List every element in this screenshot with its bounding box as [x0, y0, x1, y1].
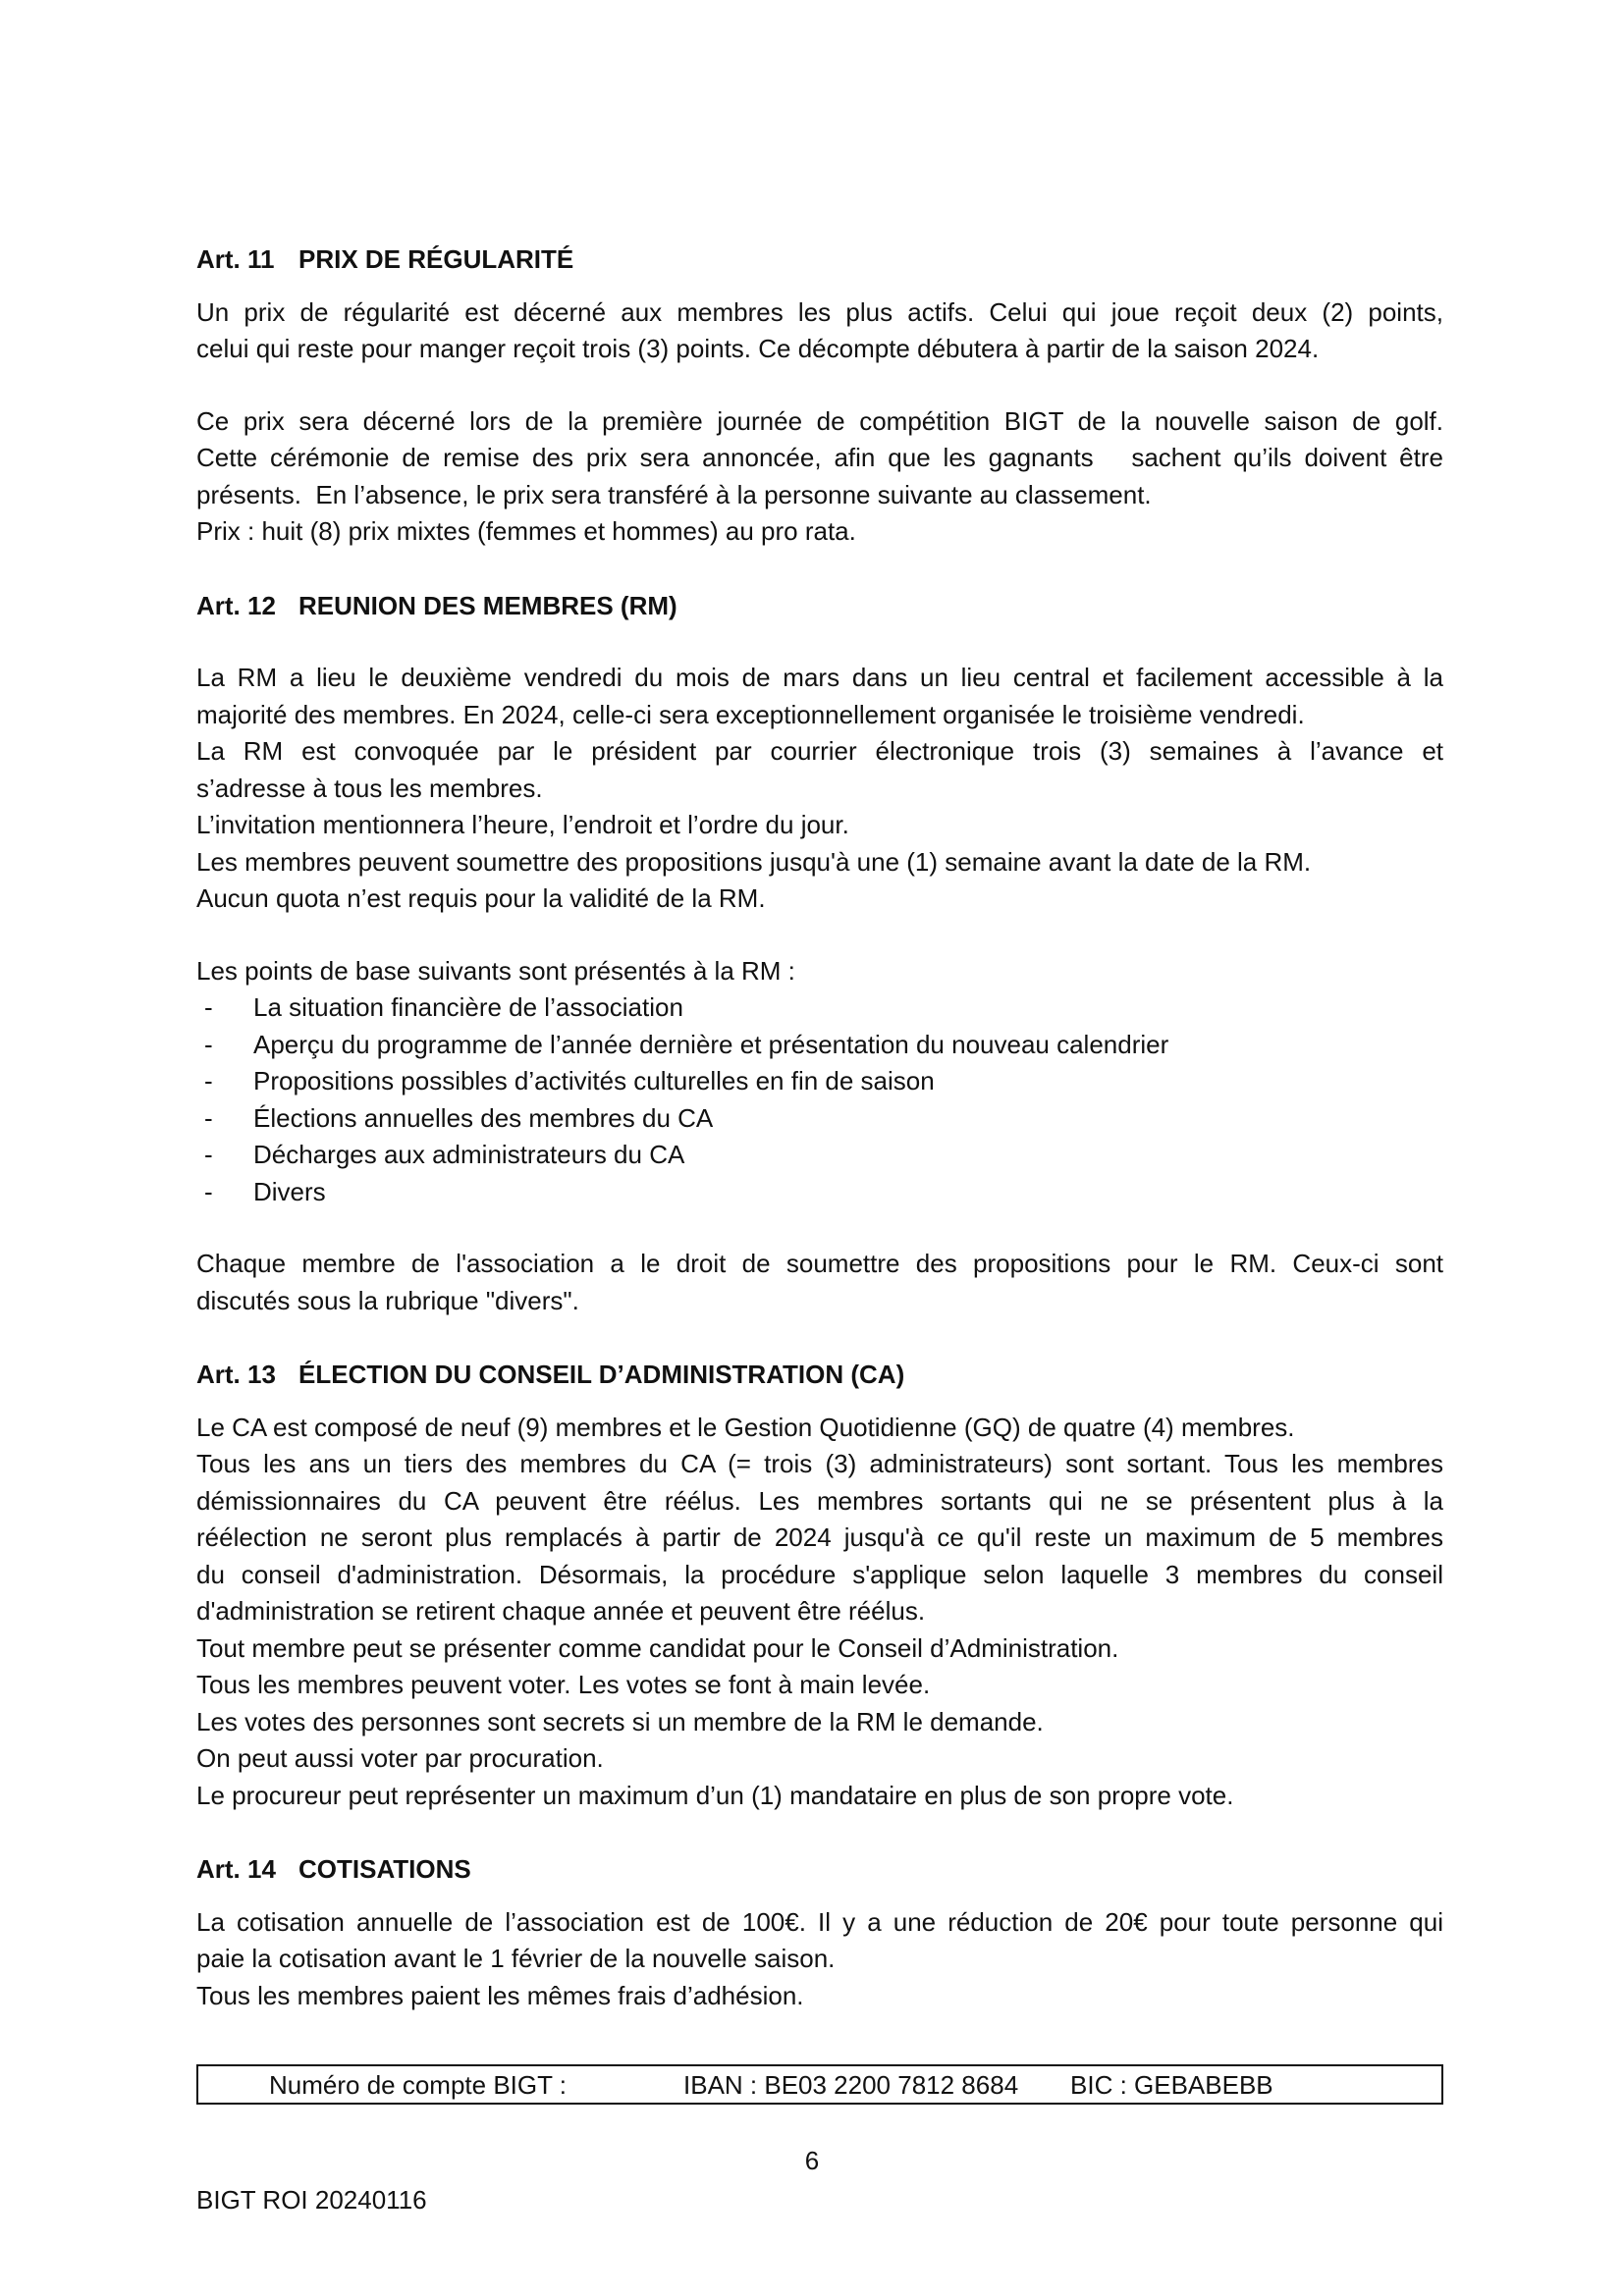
article-title: REUNION DES MEMBRES (RM)	[298, 590, 677, 620]
paragraph-line: Prix : huit (8) prix mixtes (femmes et hommes) au pro rata.	[196, 516, 856, 546]
page-number: 6	[804, 2146, 820, 2175]
bullet-dash: -	[204, 1102, 213, 1133]
paragraph-line: Cette cérémonie de remise des prix sera annoncée, afin que les gagnants sachent qu’ils doivent être	[196, 443, 1443, 472]
paragraph-line: paie la cotisation avant le 1 février de la nouvelle saison.	[196, 1944, 836, 1973]
paragraph-line: L’invitation mentionnera l’heure, l’endroit et l’ordre du jour.	[196, 810, 849, 839]
iban-value: IBAN : BE03 2200 7812 8684	[683, 2070, 1019, 2100]
list-item: - Élections annuelles des membres du CA	[196, 1100, 1443, 1138]
paragraph-line: Chaque membre de l'association a le droit de soumettre des propositions pour le RM. Ceux-ci sont	[196, 1249, 1443, 1278]
bank-account-box	[196, 2064, 1443, 2105]
article-13-heading	[196, 1357, 1443, 1394]
paragraph-line: Les votes des personnes sont secrets si un membre de la RM le demande.	[196, 1706, 1044, 1736]
article-title: COTISATIONS	[298, 1854, 471, 1884]
paragraph-line: Tous les ans un tiers des membres du CA (= trois (3) administrateurs) sont sortant. Tous les membres	[196, 1449, 1443, 1478]
article-14-heading	[196, 1851, 1443, 1889]
paragraph-line: d'administration se retirent chaque année et peuvent être réélus.	[196, 1596, 926, 1626]
paragraph-line: Le CA est composé de neuf (9) membres et le Gestion Quotidienne (GQ) de quatre (4) membres.	[196, 1412, 1295, 1442]
list-item: - Propositions possibles d’activités culturelles en fin de saison	[196, 1063, 1443, 1100]
bic-value: BIC : GEBABEBB	[1070, 2070, 1273, 2100]
paragraph-line: Tout membre peut se présenter comme candidat pour le Conseil d’Administration.	[196, 1632, 1119, 1663]
list-item: - Décharges aux administrateurs du CA	[196, 1137, 1443, 1174]
list-item: - La situation financière de l’association	[196, 989, 1443, 1027]
paragraph-line: présents. En l’absence, le prix sera transféré à la personne suivante au classement.	[196, 479, 1152, 509]
list-item: - Aperçu du programme de l’année dernière et présentation du nouveau calendrier	[196, 1027, 1443, 1064]
paragraph-line: celui qui reste pour manger reçoit trois (3) points. Ce décompte débutera à partir de la saison 2024.	[196, 334, 1320, 363]
article-number: Art. 14	[196, 1854, 276, 1884]
paragraph-line: s’adresse à tous les membres.	[196, 773, 543, 803]
bullet-dash: -	[204, 1140, 213, 1169]
paragraph-line: Le procureur peut représenter un maximum d’un (1) mandataire en plus de son propre vote.	[196, 1780, 1234, 1810]
paragraph-line: Aucun quota n’est requis pour la validité de la RM.	[196, 883, 766, 913]
article-number: Art. 13	[196, 1360, 276, 1389]
paragraph-line: Les membres peuvent soumettre des propositions jusqu'à une (1) semaine avant la date de la RM.	[196, 846, 1312, 877]
document-reference: BIGT ROI 20240116	[196, 2185, 427, 2215]
article-number: Art. 12	[196, 590, 276, 620]
paragraph-line: La RM a lieu le deuxième vendredi du mois de mars dans un lieu central et facilement accessible à la	[196, 663, 1443, 692]
paragraph-line: Tous les membres peuvent voter. Les votes se font à main levée.	[196, 1670, 931, 1699]
points-intro: Les points de base suivants sont présentés à la RM :	[196, 955, 795, 986]
article-title: PRIX DE RÉGULARITÉ	[298, 244, 574, 274]
paragraph-line: On peut aussi voter par procuration.	[196, 1743, 604, 1773]
paragraph-line: du conseil d'administration. Désormais, la procédure s'applique selon laquelle 3 membres du conseil	[196, 1559, 1443, 1589]
paragraph-line: La RM est convoquée par le président par courrier électronique trois (3) semaines à l’avance et	[196, 736, 1443, 766]
bullet-dash: -	[204, 1176, 213, 1206]
paragraph-line: Tous les membres paient les mêmes frais d’adhésion.	[196, 1980, 804, 2010]
paragraph-line: La cotisation annuelle de l’association est de 100€. Il y a une réduction de 20€ pour toute personne qui	[196, 1906, 1443, 1937]
paragraph-line: réélection ne seront plus remplacés à partir de 2024 jusqu'à ce qu'il reste un maximum de 5 membres	[196, 1522, 1443, 1552]
article-number: Art. 11	[196, 244, 275, 274]
paragraph-line: démissionnaires du CA peuvent être réélus. Les membres sortants qui ne se présentent plus à la	[196, 1485, 1443, 1516]
article-title: ÉLECTION DU CONSEIL D’ADMINISTRATION (CA)	[298, 1360, 905, 1389]
account-label: Numéro de compte BIGT :	[269, 2070, 567, 2100]
paragraph-line: discutés sous la rubrique "divers".	[196, 1285, 579, 1315]
base-points-list	[196, 989, 1443, 1210]
article-11-heading	[196, 241, 1443, 279]
bullet-dash: -	[204, 1029, 213, 1059]
paragraph-line: Un prix de régularité est décerné aux membres les plus actifs. Celui qui joue reçoit deux (2) points,	[196, 296, 1443, 327]
paragraph-line: majorité des membres. En 2024, celle-ci sera exceptionnellement organisée le troisième vendredi.	[196, 699, 1305, 729]
document-body	[196, 241, 1443, 2014]
article-12-heading	[196, 588, 1443, 625]
list-item: - Divers	[196, 1174, 1443, 1211]
paragraph-line: Ce prix sera décerné lors de la première journée de compétition BIGT de la nouvelle saison de golf.	[196, 405, 1443, 436]
bullet-dash: -	[204, 992, 213, 1022]
bullet-dash: -	[204, 1066, 213, 1095]
